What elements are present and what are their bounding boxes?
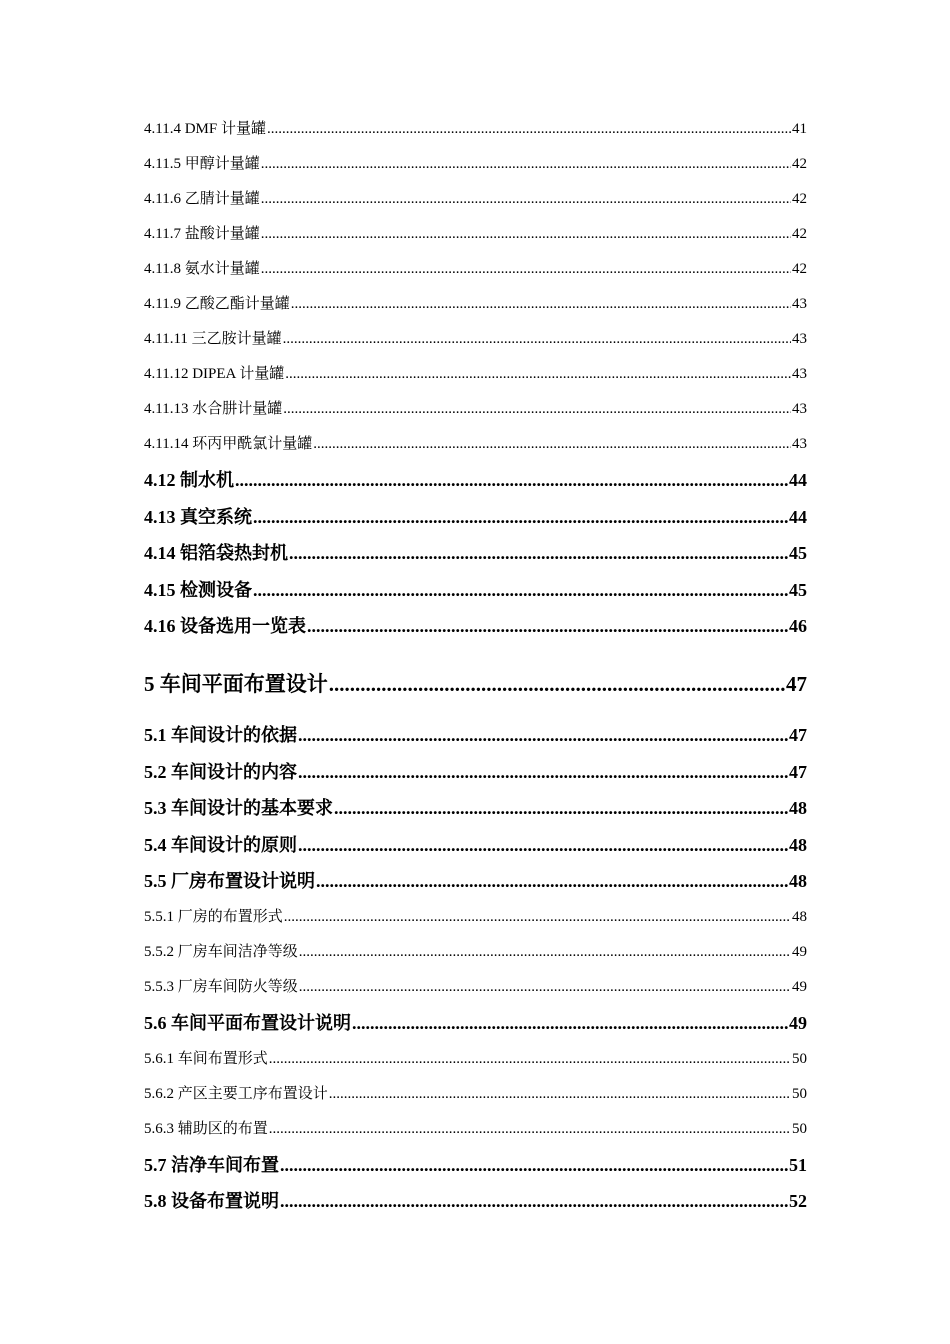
toc-dot-leader	[261, 182, 791, 217]
toc-entry[interactable]	[144, 790, 807, 827]
toc-dot-leader	[316, 863, 788, 900]
toc-entry[interactable]	[144, 717, 807, 754]
toc-page-number: 42	[792, 226, 807, 242]
toc-dot-leader	[267, 112, 791, 147]
toc-page-number: 43	[792, 401, 807, 417]
toc-entry[interactable]	[144, 863, 807, 900]
toc-dot-leader	[298, 827, 788, 864]
toc-page-number: 43	[792, 331, 807, 347]
toc-entry-title: 5 车间平面布置设计	[144, 671, 328, 696]
toc-entry-title: 4.14 铝箔袋热封机	[144, 543, 288, 564]
toc-entry[interactable]	[144, 217, 807, 252]
toc-dot-leader	[298, 717, 788, 754]
toc-dot-leader	[261, 217, 791, 252]
toc-entry-title: 5.5.2 厂房车间洁净等级	[144, 943, 298, 960]
toc-entry[interactable]	[144, 392, 807, 427]
toc-entry-title: 4.11.6 乙腈计量罐	[144, 191, 260, 207]
toc-page-number: 46	[789, 616, 807, 637]
toc-entry-title: 5.1 车间设计的依据	[144, 724, 297, 745]
toc-entry-title: 5.8 设备布置说明	[144, 1191, 279, 1212]
toc-page-number: 43	[792, 296, 807, 312]
toc-entry-title: 4.11.13 水合肼计量罐	[144, 401, 283, 417]
toc-dot-leader	[352, 1005, 788, 1042]
toc-dot-leader	[261, 147, 791, 182]
toc-page-number: 50	[792, 1050, 807, 1067]
toc-entry[interactable]	[144, 1147, 807, 1184]
toc-entry[interactable]	[144, 1042, 807, 1077]
toc-page-number: 51	[789, 1154, 807, 1175]
toc-page-number: 49	[792, 943, 807, 960]
toc-dot-leader	[269, 1042, 791, 1077]
toc-page-number: 42	[792, 156, 807, 172]
toc-page-number: 45	[789, 579, 807, 600]
toc-entry[interactable]	[144, 1077, 807, 1112]
toc-page-number: 45	[789, 543, 807, 564]
toc-page-number: 48	[792, 908, 807, 925]
toc-dot-leader	[298, 754, 788, 791]
toc-dot-leader	[235, 462, 788, 499]
table-of-contents	[144, 112, 807, 1220]
toc-page-number: 48	[789, 834, 807, 855]
toc-entry[interactable]	[144, 900, 807, 935]
toc-entry[interactable]	[144, 1112, 807, 1147]
toc-entry-title: 4.13 真空系统	[144, 506, 252, 527]
toc-entry-title: 4.12 制水机	[144, 470, 234, 490]
toc-entry[interactable]	[144, 182, 807, 217]
toc-entry[interactable]	[144, 252, 807, 287]
toc-entry[interactable]	[144, 322, 807, 357]
toc-entry[interactable]	[144, 357, 807, 392]
toc-dot-leader	[283, 322, 791, 357]
toc-entry-title: 4.11.12 DIPEA 计量罐	[144, 366, 285, 382]
toc-entry-title: 5.6 车间平面布置设计说明	[144, 1012, 351, 1033]
toc-dot-leader	[329, 657, 785, 711]
toc-entry-title: 4.11.7 盐酸计量罐	[144, 226, 260, 242]
toc-dot-leader	[253, 499, 788, 536]
toc-dot-leader	[313, 427, 791, 462]
toc-entry[interactable]	[144, 535, 807, 572]
toc-entry-title: 5.7 洁净车间布置	[144, 1154, 279, 1175]
toc-entry[interactable]	[144, 147, 807, 182]
toc-dot-leader	[299, 935, 791, 970]
toc-entry-title: 5.4 车间设计的原则	[144, 834, 297, 855]
toc-page-number: 48	[789, 798, 807, 819]
toc-dot-leader	[329, 1077, 791, 1112]
toc-chapter-entry[interactable]	[144, 657, 807, 711]
toc-entry-title: 5.6.3 辅助区的布置	[144, 1120, 268, 1137]
toc-page-number: 49	[789, 1012, 807, 1033]
toc-dot-leader	[253, 572, 788, 609]
toc-dot-leader	[307, 608, 788, 645]
toc-dot-leader	[289, 535, 788, 572]
toc-entry[interactable]	[144, 935, 807, 970]
toc-entry[interactable]	[144, 462, 807, 499]
toc-entry-title: 5.5.3 厂房车间防火等级	[144, 978, 298, 995]
toc-entry-title: 5.5 厂房布置设计说明	[144, 871, 315, 892]
toc-entry[interactable]	[144, 1183, 807, 1220]
toc-entry-title: 5.3 车间设计的基本要求	[144, 798, 333, 819]
toc-dot-leader	[280, 1147, 788, 1184]
toc-entry-title: 5.6.2 产区主要工序布置设计	[144, 1085, 328, 1102]
toc-entry-title: 4.11.11 三乙胺计量罐	[144, 331, 282, 347]
toc-entry[interactable]	[144, 427, 807, 462]
toc-dot-leader	[283, 392, 791, 427]
toc-dot-leader	[280, 1183, 788, 1220]
toc-entry[interactable]	[144, 827, 807, 864]
toc-entry-title: 4.11.8 氨水计量罐	[144, 261, 260, 277]
toc-page-number: 42	[792, 261, 807, 277]
toc-page-number: 43	[792, 366, 807, 382]
toc-page-number: 43	[792, 436, 807, 452]
toc-dot-leader	[334, 790, 788, 827]
toc-dot-leader	[261, 252, 791, 287]
toc-page-number: 49	[792, 978, 807, 995]
toc-entry-title: 4.15 检测设备	[144, 579, 252, 600]
toc-page-number: 50	[792, 1120, 807, 1137]
toc-entry[interactable]	[144, 287, 807, 322]
toc-page-number: 47	[786, 671, 807, 696]
toc-page-number: 47	[789, 761, 807, 782]
toc-page-number: 44	[789, 470, 807, 490]
toc-dot-leader	[284, 900, 791, 935]
toc-page-number: 48	[789, 871, 807, 892]
toc-entry-title: 5.5.1 厂房的布置形式	[144, 908, 283, 925]
toc-dot-leader	[299, 970, 791, 1005]
toc-page-number: 42	[792, 191, 807, 207]
toc-entry-title: 4.11.5 甲醇计量罐	[144, 156, 260, 172]
toc-entry-title: 4.16 设备选用一览表	[144, 616, 306, 637]
toc-entry-title: 5.2 车间设计的内容	[144, 761, 297, 782]
toc-page-number: 41	[792, 121, 807, 137]
toc-entry[interactable]	[144, 1005, 807, 1042]
toc-entry[interactable]	[144, 970, 807, 1005]
toc-page-number: 50	[792, 1085, 807, 1102]
toc-entry-title: 5.6.1 车间布置形式	[144, 1050, 268, 1067]
toc-dot-leader	[285, 357, 791, 392]
toc-page-number: 47	[789, 724, 807, 745]
toc-dot-leader	[291, 287, 791, 322]
toc-dot-leader	[269, 1112, 791, 1147]
toc-page-number: 52	[789, 1191, 807, 1212]
toc-entry-title: 4.11.9 乙酸乙酯计量罐	[144, 296, 290, 312]
toc-entry[interactable]	[144, 112, 807, 147]
toc-entry-title: 4.11.14 环丙甲酰氯计量罐	[144, 436, 313, 452]
toc-entry[interactable]	[144, 572, 807, 609]
toc-entry[interactable]	[144, 499, 807, 536]
toc-page-number: 44	[789, 506, 807, 527]
toc-entry-title: 4.11.4 DMF 计量罐	[144, 121, 266, 137]
toc-entry[interactable]	[144, 754, 807, 791]
toc-entry[interactable]	[144, 608, 807, 645]
